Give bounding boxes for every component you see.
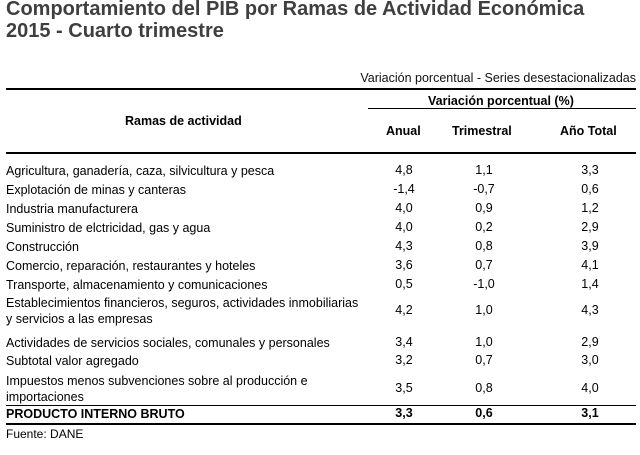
header-variacion: Variación porcentual (%) (428, 94, 574, 108)
total-row-label: PRODUCTO INTERNO BRUTO (6, 407, 185, 421)
table-cell-total: 0,6 (581, 182, 599, 196)
table-cell-trimestral: -1,0 (473, 277, 495, 291)
header-trimestral: Trimestral (452, 124, 512, 138)
table-top-rule (6, 88, 636, 90)
total-row-anual: 3,3 (395, 406, 413, 420)
header-anio-total: Año Total (560, 124, 617, 138)
table-cell-trimestral: -0,7 (473, 182, 495, 196)
table-cell-trimestral: 1,0 (475, 303, 493, 317)
table-cell-trimestral: 1,1 (475, 163, 493, 177)
table-cell-trimestral: 0,7 (475, 353, 493, 367)
table-cell-trimestral: 0,9 (475, 201, 493, 215)
table-cell-total: 4,0 (581, 381, 599, 395)
series-note: Variación porcentual - Series desestacionalizadas (360, 71, 636, 85)
table-cell-total: 4,3 (581, 303, 599, 317)
table-cell-anual: 3,4 (395, 335, 413, 349)
table-row-label: Actividades de servicios sociales, comunales y personales (6, 336, 330, 350)
table-row-label: Agricultura, ganadería, caza, silvicultura y pesca (6, 164, 275, 178)
table-cell-anual: 4,8 (395, 163, 413, 177)
title-line-2: 2015 - Cuarto trimestre (6, 20, 224, 42)
source-note: Fuente: DANE (6, 427, 84, 441)
table-row-label: Subtotal valor agregado (6, 354, 139, 368)
table-cell-total: 1,4 (581, 277, 599, 291)
table-row-label: Establecimientos financieros, seguros, actividades inmobiliarias y servicios a las empresas (6, 296, 359, 326)
table-cell-total: 1,2 (581, 201, 599, 215)
table-bottom-rule (6, 423, 636, 425)
table-cell-trimestral: 0,8 (475, 239, 493, 253)
title-line-1: Comportamiento del PIB por Ramas de Actividad Económica (6, 0, 585, 20)
header-anual: Anual (386, 124, 421, 138)
table-cell-trimestral: 0,2 (475, 220, 493, 234)
table-cell-anual: 3,6 (395, 258, 413, 272)
table-cell-total: 4,1 (581, 258, 599, 272)
table-cell-anual: 4,2 (395, 303, 413, 317)
table-cell-anual: 4,3 (395, 239, 413, 253)
table-cell-trimestral: 1,0 (475, 335, 493, 349)
table-row-label: Industria manufacturera (6, 202, 139, 216)
table-row-label: Comercio, reparación, restaurantes y hoteles (6, 259, 256, 273)
table-cell-total: 3,3 (581, 163, 599, 177)
table-row-label: Impuestos menos subvenciones sobre al producción e importaciones (6, 374, 308, 404)
table-cell-anual: 0,5 (395, 277, 413, 291)
table-row-label: Construcción (6, 240, 79, 254)
table-cell-trimestral: 0,8 (475, 381, 493, 395)
total-row-trimestral: 0,6 (475, 406, 493, 420)
header-ramas: Ramas de actividad (125, 114, 242, 128)
table-cell-total: 2,9 (581, 220, 599, 234)
table-cell-anual: 3,2 (395, 353, 413, 367)
table-cell-anual: 4,0 (395, 220, 413, 234)
table-cell-anual: 3,5 (395, 381, 413, 395)
table-cell-anual: 4,0 (395, 201, 413, 215)
table-cell-anual: -1,4 (393, 182, 415, 196)
table-cell-total: 2,9 (581, 335, 599, 349)
page-title (6, 0, 636, 42)
table-cell-total: 3,0 (581, 353, 599, 367)
table-row-label: Suministro de elctricidad, gas y agua (6, 221, 211, 235)
table-row-label: Transporte, almacenamiento y comunicaciones (6, 278, 268, 292)
total-row-total: 3,1 (581, 406, 599, 420)
variation-header-rule (368, 108, 636, 109)
table-row-label: Explotación de minas y canteras (6, 183, 186, 197)
table-cell-trimestral: 0,7 (475, 258, 493, 272)
table-cell-total: 3,9 (581, 239, 599, 253)
header-bottom-rule (6, 152, 636, 154)
